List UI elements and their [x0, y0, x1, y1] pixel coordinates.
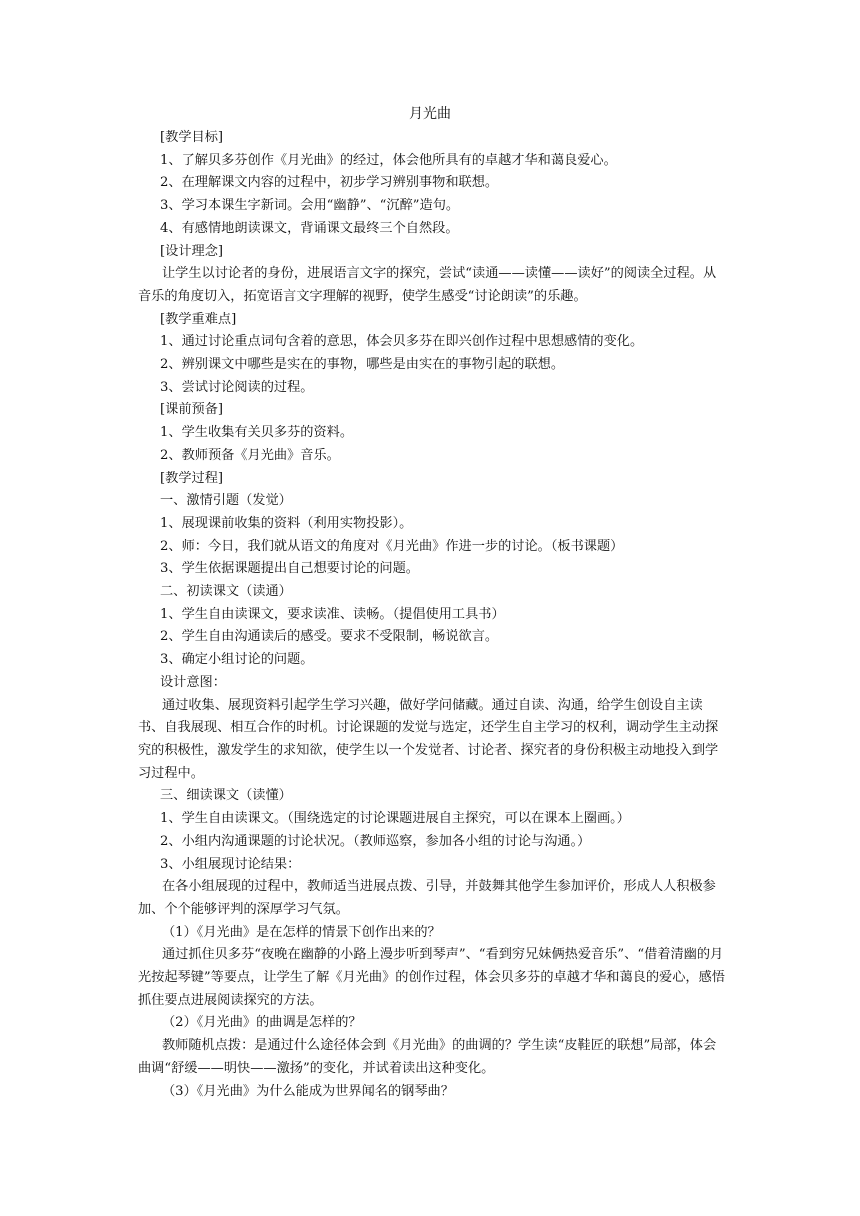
- body-line: 2、辨别课文中哪些是实在的事物，哪些是由实在的事物引起的联想。: [160, 357, 565, 373]
- document-title: 月光曲: [409, 106, 451, 122]
- body-paragraph: 教师随机点拨：是通过什么途径体会到《月光曲》的曲调的？学生读“皮鞋匠的联想”局部，体会曲调“舒缓——明快——激扬”的变化，并试着读出这种变化。: [138, 1038, 717, 1076]
- body-line: 设计意图：: [160, 674, 226, 690]
- body-line: 3、尝试讨论阅读的过程。: [160, 379, 314, 395]
- body-line: 二、初读课文（读通）: [160, 584, 292, 600]
- body-line: [课前预备]: [160, 402, 224, 418]
- body-line: 1、了解贝多芬创作《月光曲》的经过，体会他所具有的卓越才华和蔼良爱心。: [160, 152, 617, 168]
- body-paragraph: 通过抓住贝多芬“夜晚在幽静的小路上漫步听到琴声”、“看到穷兄妹俩热爱音乐”、“借着清幽的月光按起琴键”等要点，让学生了解《月光曲》的创作过程，体会贝多芬的卓越才华和蔼良的爱心，感悟抓住要点进展阅读探究的方法。: [138, 947, 725, 1008]
- body-line: 2、教师预备《月光曲》音乐。: [160, 447, 340, 463]
- body-line: [教学过程]: [160, 470, 224, 486]
- body-paragraph: 让学生以讨论者的身份，进展语言文字的探究，尝试“读通——读懂——读好”的阅读全过程。从音乐的角度切入，拓宽语言文字理解的视野，使学生感受“讨论朗读”的乐趣。: [138, 266, 717, 304]
- body-line: 2、在理解课文内容的过程中，初步学习辨别事物和联想。: [160, 175, 499, 191]
- body-line: 三、细读课文（读懂）: [160, 788, 292, 804]
- body-line: 3、确定小组讨论的问题。: [160, 652, 314, 668]
- body-line: （2）《月光曲》的曲调是怎样的？: [162, 1015, 362, 1031]
- body-paragraph: 通过收集、展现资料引起学生学习兴趣，做好学问储藏。通过自读、沟通，给学生创设自主读书、自我展现、相互合作的时机。讨论课题的发觉与选定，还学生自主学习的权利，调动学生主动探究的积极性，激发学生的求知欲，使学生以一个发觉者、讨论者、探究者的身份积极主动地投入到学习过程中。: [138, 697, 719, 781]
- body-line: [教学目标]: [160, 130, 224, 145]
- body-line: 1、学生收集有关贝多芬的资料。: [160, 425, 354, 441]
- body-line: 3、学生依据课题提出自己想要讨论的问题。: [160, 561, 419, 577]
- body-line: 4、有感情地朗读课文，背诵课文最终三个自然段。: [160, 220, 459, 236]
- body-line: [设计理念]: [160, 243, 224, 259]
- body-line: （3）《月光曲》为什么能成为世界闻名的钢琴曲？: [162, 1083, 454, 1099]
- body-line: 1、学生自由读课文。（围绕选定的讨论课题进展自主探究，可以在课本上圈画。）: [160, 811, 630, 827]
- body-line: 1、通过讨论重点词句含着的意思，体会贝多芬在即兴创作过程中思想感情的变化。: [160, 334, 644, 350]
- body-line: 2、师：今日，我们就从语文的角度对《月光曲》作进一步的讨论。（板书课题）: [160, 538, 624, 554]
- body-paragraph: 在各小组展现的过程中，教师适当进展点拨、引导，并鼓舞其他学生参加评价，形成人人积极参加、个个能够评判的深厚学习气氛。: [138, 879, 716, 917]
- body-line: [教学重难点]: [160, 311, 237, 327]
- body-line: 2、学生自由沟通读后的感受。要求不受限制，畅说欲言。: [160, 629, 499, 645]
- body-line: 2、小组内沟通课题的讨论状况。（教师巡察，参加各小组的讨论与沟通。）: [160, 833, 591, 849]
- body-line: 1、展现课前收集的资料（利用实物投影）。: [160, 515, 413, 531]
- document-body: [138, 127, 728, 1103]
- body-line: 1、学生自由读课文，要求读准、读畅。（提倡使用工具书）: [160, 606, 505, 622]
- body-line: 3、小组展现讨论结果：: [160, 856, 301, 872]
- body-line: 3、学习本课生字新词。会用“幽静”、“沉醉”造句。: [160, 198, 460, 214]
- body-line: 一、激情引题（发觉）: [160, 493, 292, 509]
- body-line: （1）《月光曲》是在怎样的情景下创作出来的？: [162, 924, 441, 940]
